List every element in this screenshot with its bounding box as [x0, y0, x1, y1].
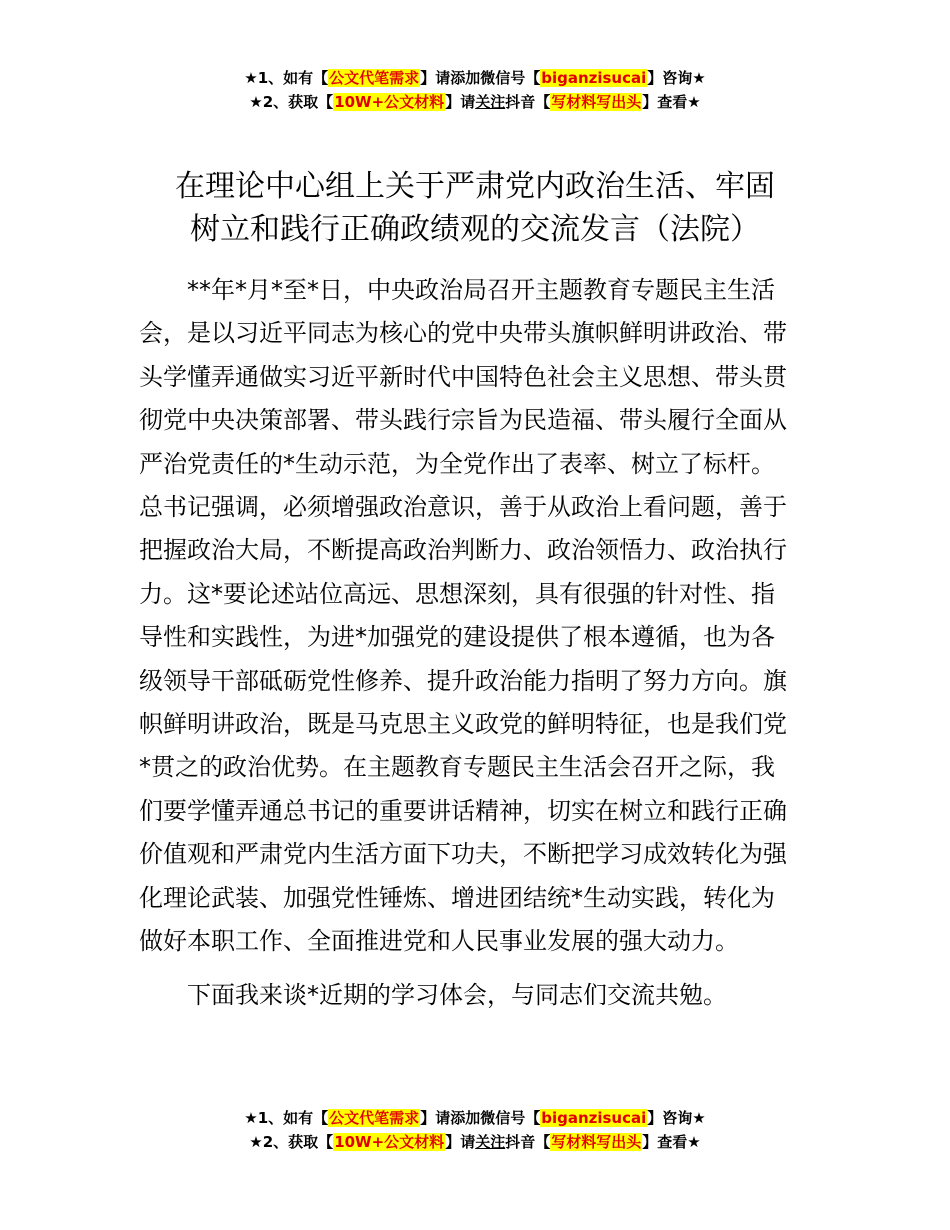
banner-line-2: ★2、获取【10W+公文材料】请关注抖音【写材料写出头】查看★: [249, 93, 701, 111]
body-paragraph-2: [139, 974, 814, 1017]
text-line: 彻党中央决策部署、带头践行宗旨为民造福、带头履行全面从: [139, 406, 787, 435]
banner-highlight: biganzisucai: [541, 69, 647, 87]
text-line: 把握政治大局，不断提高政治判断力、政治领悟力、政治执行: [139, 536, 787, 565]
banner-highlight: 写材料写出头: [551, 93, 642, 111]
text-line: 头学懂弄通做实习近平新时代中国特色社会主义思想、带头贯: [139, 362, 787, 391]
text-line: 做好本职工作、全面推进党和人民事业发展的强大动力。: [139, 927, 739, 956]
text-line: *贯之的政治优势。在主题教育专题民主生活会召开之际，我: [139, 753, 775, 782]
title-line-2: 树立和践行正确政绩观的交流发言（法院）: [190, 212, 760, 247]
document-title: [0, 165, 950, 251]
text-line: 力。这*要论述站位高远、思想深刻，具有很强的针对性、指: [139, 579, 775, 608]
text-line: 级领导干部砥砺党性修养、提升政治能力指明了努力方向。旗: [139, 666, 787, 695]
text-line: 严治党责任的*生动示范，为全党作出了表率、树立了标杆。: [139, 449, 775, 478]
text-line: 会，是以习近平同志为核心的党中央带头旗帜鲜明讲政治、带: [139, 319, 787, 348]
banner-highlight: 公文代笔需求: [329, 1109, 420, 1127]
text-line: 导性和实践性，为进*加强党的建设提供了根本遵循，也为各: [139, 623, 775, 652]
banner-highlight: 10W+公文材料: [334, 1133, 445, 1151]
banner-line-2: ★2、获取【10W+公文材料】请关注抖音【写材料写出头】查看★: [249, 1133, 701, 1151]
body-paragraph-1: [139, 269, 814, 964]
text-line: **年*月*至*日，中央政治局召开主题教育专题民主生活: [139, 276, 775, 304]
banner-line-1: ★1、如有【公文代笔需求】请添加微信号【biganzisucai】咨询★: [244, 69, 706, 87]
banner-highlight: biganzisucai: [541, 1109, 647, 1127]
banner-line-1: ★1、如有【公文代笔需求】请添加微信号【biganzisucai】咨询★: [244, 1109, 706, 1127]
title-line-1: 在理论中心组上关于严肃党内政治生活、牢固: [175, 169, 775, 204]
text-line: 总书记强调，必须增强政治意识，善于从政治上看问题，善于: [139, 493, 787, 522]
text-line: 化理论武装、加强党性锤炼、增进团结统*生动实践，转化为: [139, 883, 775, 912]
text-line: 们要学懂弄通总书记的重要讲话精神，切实在树立和践行正确: [139, 796, 787, 825]
text-line: 价值观和严肃党内生活方面下功夫，不断把学习成效转化为强: [139, 840, 787, 869]
text-line: 下面我来谈*近期的学习体会，与同志们交流共勉。: [139, 981, 727, 1009]
banner-highlight: 公文代笔需求: [329, 69, 420, 87]
banner-highlight: 10W+公文材料: [334, 93, 445, 111]
banner-highlight: 写材料写出头: [551, 1133, 642, 1151]
text-line: 帜鲜明讲政治，既是马克思主义政党的鲜明特征，也是我们党: [139, 710, 787, 739]
footer-banner: [0, 1106, 950, 1154]
header-banner: [0, 66, 950, 114]
